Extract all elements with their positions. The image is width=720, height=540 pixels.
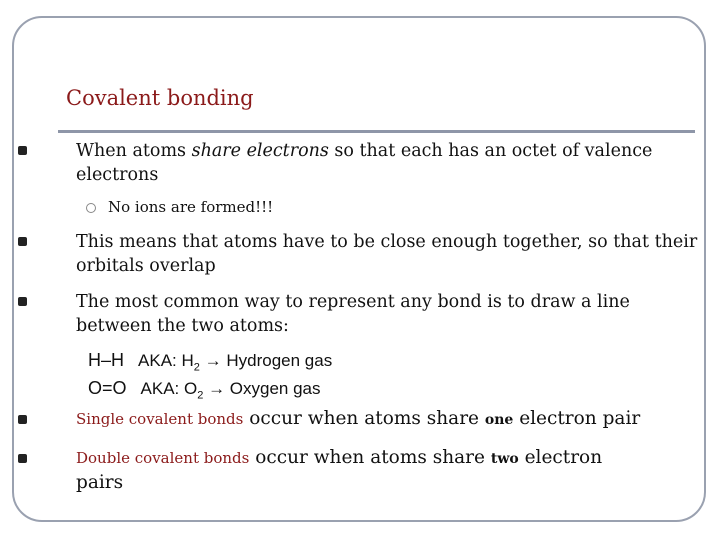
- bullet-1-emphasis: share electrons: [191, 141, 329, 161]
- aka-label: AKA: H: [138, 351, 194, 370]
- bullet-3-line2: between the two atoms:: [76, 316, 289, 336]
- bullet-1-line2: electrons: [76, 165, 159, 185]
- bullet-2-text: [76, 230, 697, 278]
- gas-name: Hydrogen gas: [226, 351, 333, 370]
- bullet-marker: [18, 297, 27, 306]
- bullet-1-text: [76, 139, 652, 187]
- bullet-marker: [18, 415, 27, 424]
- bullet-5-bold: two: [490, 451, 519, 467]
- aka-label: AKA: O: [140, 379, 198, 398]
- bullet-1-part1: When atoms: [76, 141, 192, 161]
- bullet-5-line2: pairs: [76, 472, 124, 493]
- example-hydrogen: [88, 350, 332, 373]
- sub-bullet-marker: [86, 203, 96, 213]
- subscript: 2: [193, 361, 200, 374]
- bullet-5-rest: occur when atoms share: [249, 447, 491, 468]
- bullet-4-bold: one: [484, 412, 514, 428]
- bullet-3-line1: The most common way to represent any bond is to draw a line: [76, 292, 630, 312]
- arrow-icon: →: [204, 351, 222, 370]
- sub-bullet-text: No ions are formed!!!: [108, 198, 274, 216]
- bullet-marker: [18, 237, 27, 246]
- subscript: 2: [197, 389, 204, 402]
- bullet-marker: [18, 454, 27, 463]
- single-bond-term: Single covalent bonds: [76, 410, 244, 428]
- bullet-1-part2: so that each has an octet of valence: [328, 141, 653, 161]
- bullet-3-text: [76, 290, 630, 338]
- slide-title: Covalent bonding: [66, 86, 254, 110]
- bullet-4-end: electron pair: [513, 408, 641, 429]
- bullet-2-line1: This means that atoms have to be close enough together, so that their: [76, 232, 698, 252]
- arrow-icon: →: [208, 379, 226, 398]
- bullet-5-end: electron: [518, 447, 603, 468]
- bullet-marker: [18, 146, 27, 155]
- bullet-4-text: [76, 407, 640, 432]
- bullet-4-rest: occur when atoms share: [243, 408, 485, 429]
- title-underline: [58, 130, 695, 133]
- double-bond-term: Double covalent bonds: [76, 449, 250, 467]
- bullet-5-text: [76, 446, 602, 495]
- gas-name: Oxygen gas: [229, 379, 321, 398]
- formula-hh: H–H: [88, 350, 125, 370]
- example-oxygen: [88, 378, 321, 401]
- bullet-2-line2: orbitals overlap: [76, 256, 216, 276]
- formula-oo: O=O: [88, 378, 127, 398]
